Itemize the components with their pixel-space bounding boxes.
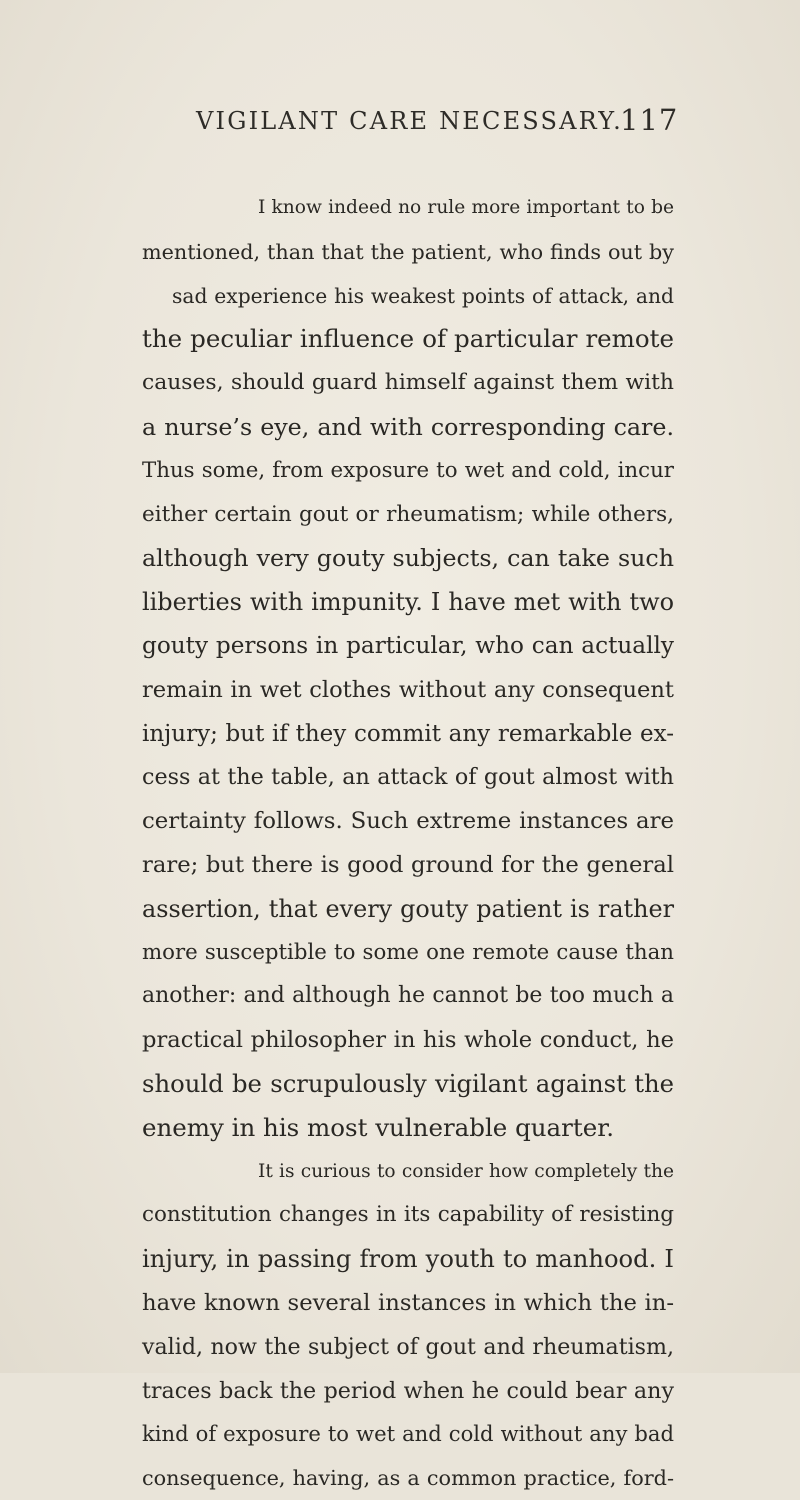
text-line: certainty follows. Such extreme instances are bbox=[142, 808, 674, 835]
text-line: traces back the period when he could bear any bbox=[142, 1377, 674, 1404]
text-line: causes, should guard himself against them with bbox=[142, 370, 674, 396]
text-line: liberties with impunity. I have met with two bbox=[142, 588, 674, 617]
text-line: practical philosopher in his whole conduct, he bbox=[142, 1027, 674, 1054]
text-line: a nurse’s eye, and with corresponding care. bbox=[142, 413, 674, 441]
running-title: VIGILANT CARE NECESSARY. bbox=[196, 107, 623, 135]
text-line: gouty persons in particular, who can actually bbox=[142, 633, 674, 659]
text-line: more susceptible to some one remote cause than bbox=[142, 939, 674, 965]
text-line: Thus some, from exposure to wet and cold, incur bbox=[142, 457, 674, 483]
text-line: should be scrupulously vigilant against the bbox=[142, 1069, 674, 1098]
text-line: enemy in his most vulnerable quarter. bbox=[142, 1112, 614, 1142]
text-line: consequence, having, as a common practice, ford- bbox=[142, 1466, 674, 1491]
text-line: the peculiar influence of particular remote bbox=[142, 324, 674, 354]
text-line: injury, in passing from youth to manhood. I bbox=[142, 1245, 674, 1274]
page-number: 117 bbox=[620, 103, 679, 137]
text-line: although very gouty subjects, can take such bbox=[142, 544, 674, 573]
text-line: sad experience his weakest points of attack, and bbox=[172, 283, 674, 308]
text-line: mentioned, than that the patient, who finds out by bbox=[142, 239, 674, 264]
text-line: remain in wet clothes without any consequent bbox=[142, 676, 674, 703]
running-head bbox=[0, 103, 800, 147]
text-line: injury; but if they commit any remarkable ex- bbox=[142, 720, 674, 747]
text-line: valid, now the subject of gout and rheumatism, bbox=[142, 1333, 674, 1360]
text-line: kind of exposure to wet and cold without any bad bbox=[142, 1421, 674, 1447]
text-line: assertion, that every gouty patient is rather bbox=[142, 894, 674, 923]
text-line: rare; but there is good ground for the general bbox=[142, 852, 674, 878]
text-line: cess at the table, an attack of gout almost with bbox=[142, 764, 674, 791]
text-line: either certain gout or rheumatism; while others, bbox=[142, 501, 674, 527]
text-line: constitution changes in its capability of resisting bbox=[142, 1202, 674, 1228]
text-line: It is curious to consider how completely the bbox=[258, 1160, 674, 1182]
text-line: have known several instances in which the in- bbox=[142, 1290, 674, 1316]
text-line: I know indeed no rule more important to be bbox=[258, 197, 674, 218]
text-line: another: and although he cannot be too much a bbox=[142, 983, 674, 1009]
